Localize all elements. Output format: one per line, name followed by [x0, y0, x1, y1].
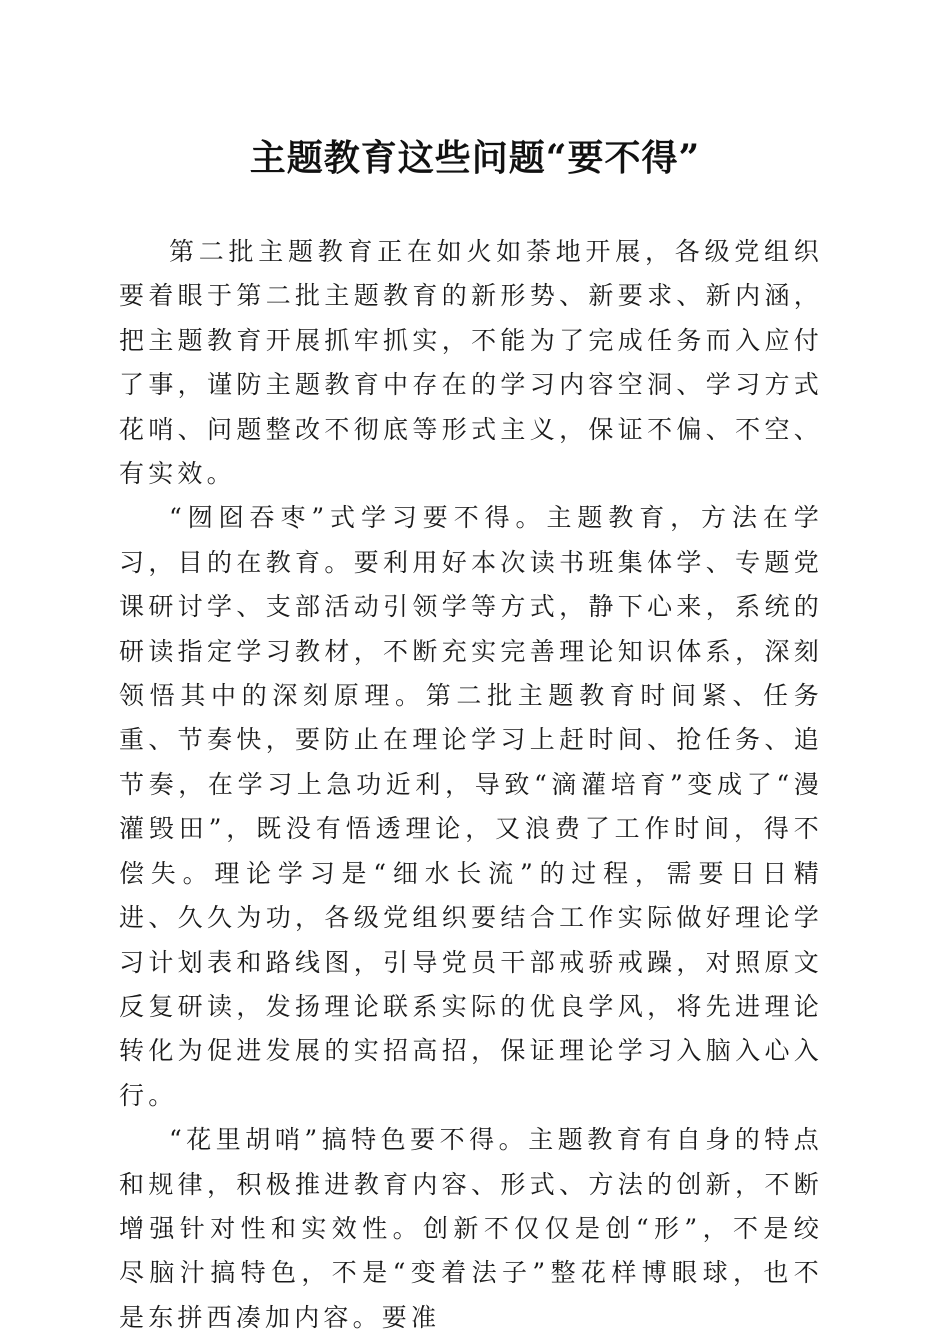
- paragraph-innovation: “花里胡哨”搞特色要不得。主题教育有自身的特点和规律，积极推进教育内容、形式、方法的创新，不断增强针对性和实效性。创新不仅仅是创“形”，不是绞尽脑汁搞特色，不是“变着法子”整花样博眼球，也不是东拼西凑加内容。要准: [119, 1125, 823, 1332]
- paragraph-intro: 第二批主题教育正在如火如荼地开展，各级党组织要着眼于第二批主题教育的新形势、新要求、新内涵，把主题教育开展抓牢抓实，不能为了完成任务而入应付了事，谨防主题教育中存在的学习内容空洞、学习方式花哨、问题整改不彻底等形式主义，保证不偏、不空、有实效。: [119, 237, 823, 489]
- paragraph-study: “囫囵吞枣”式学习要不得。主题教育，方法在学习，目的在教育。要利用好本次读书班集体学、专题党课研讨学、支部活动引领学等方式，静下心来，系统的研读指定学习教材，不断充实完善理论知识体系，深刻领悟其中的深刻原理。第二批主题教育时间紧、任务重、节奏快，要防止在理论学习上赶时间、抢任务、追节奏，在学习上急功近利，导致“滴灌培育”变成了“漫灌毁田”，既没有悟透理论，又浪费了工作时间，得不偿失。理论学习是“细水长流”的过程，需要日日精进、久久为功，各级党组织要结合工作实际做好理论学习计划表和路线图，引导党员干部戒骄戒躁，对照原文反复研读，发扬理论联系实际的优良学风，将先进理论转化为促进发展的实招高招，保证理论学习入脑入心入行。: [119, 503, 823, 1110]
- document-body: [119, 230, 823, 1340]
- document-title: 主题教育这些问题“要不得”: [249, 137, 701, 179]
